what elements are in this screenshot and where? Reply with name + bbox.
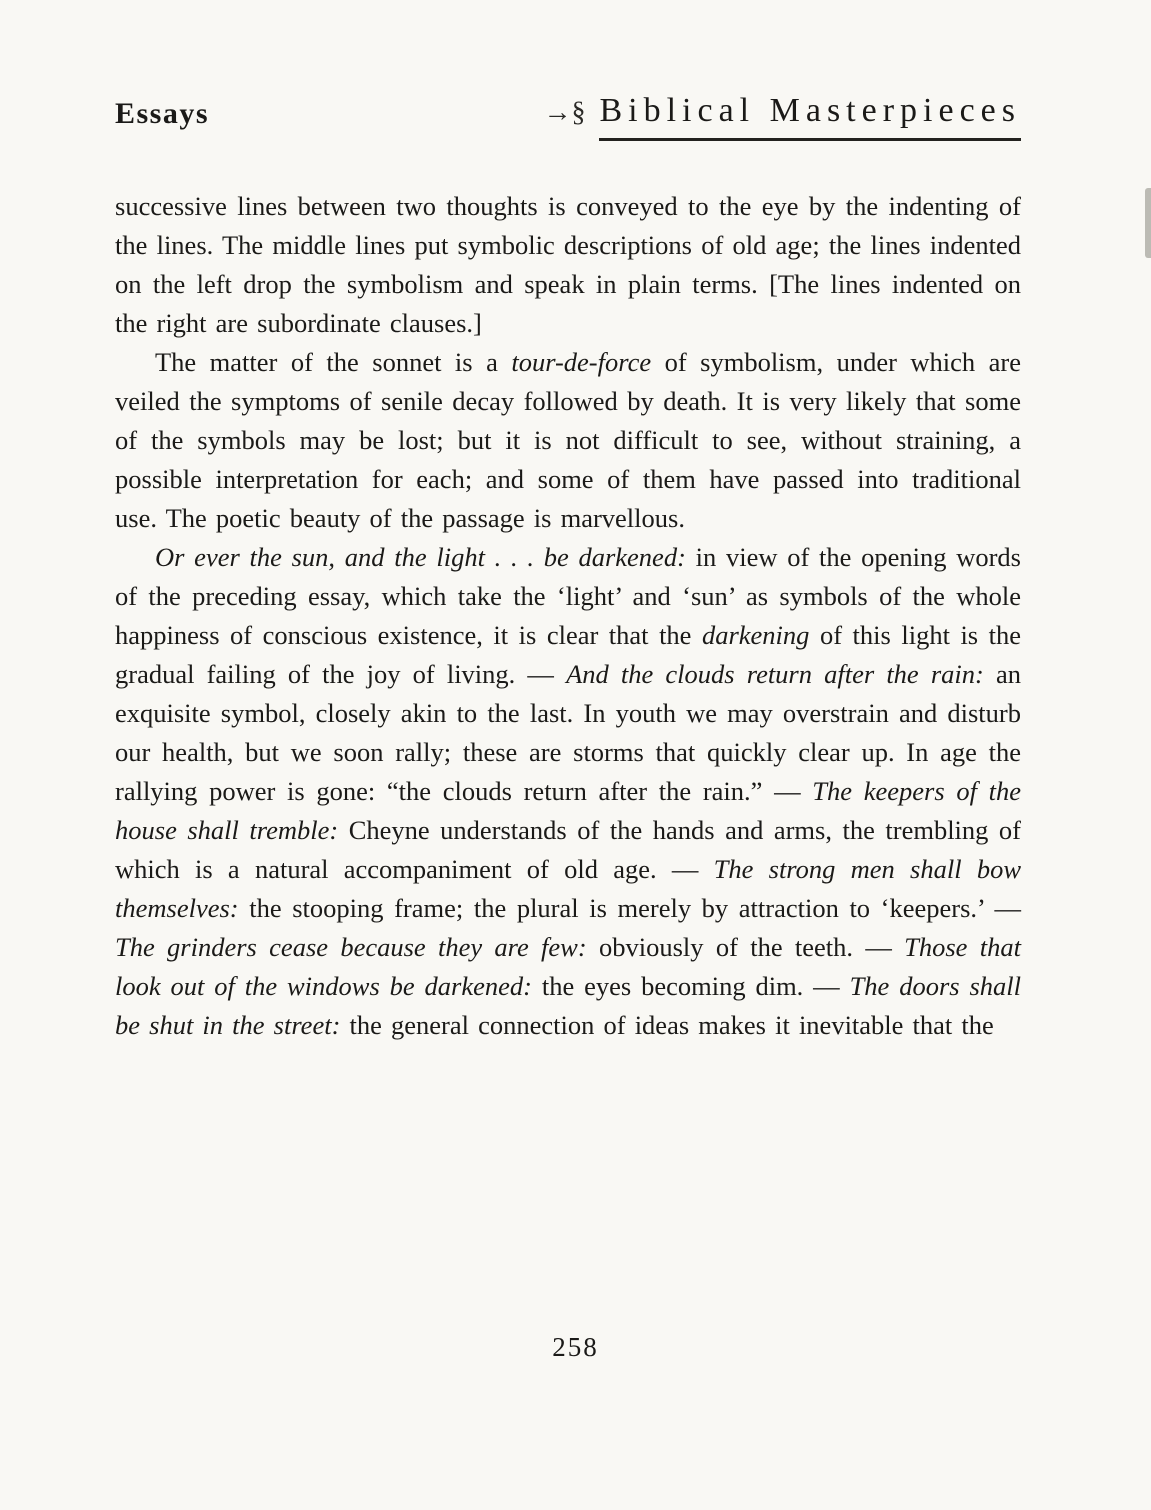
- plain-text: the general connection of ideas makes it inevitable that the: [340, 1010, 994, 1040]
- running-header-right: [543, 92, 1021, 141]
- paragraph: [115, 538, 1021, 1045]
- body-text: [115, 187, 1021, 1045]
- italic-text: The doors shall be shut in the street:: [115, 971, 1021, 1040]
- plain-text: in view of the opening words of the preceding essay, which take the ‘light’ and ‘sun’ as symbols of the whole happiness of conscious existence, it is clear that the: [115, 542, 1021, 650]
- italic-text: And the clouds return after the rain:: [566, 659, 984, 689]
- page-number: 258: [552, 1332, 599, 1362]
- paragraph: [115, 343, 1021, 538]
- italic-text: The grinders cease because they are few:: [115, 932, 587, 962]
- italic-text: The keepers of the house shall tremble:: [115, 776, 1021, 845]
- italic-text: Or ever the sun, and the light . . . be darkened:: [155, 542, 686, 572]
- italic-text: tour-de-force: [511, 347, 652, 377]
- plain-text: Cheyne understands of the hands and arms, the trembling of which is a natural accompaniment of old age. —: [115, 815, 1021, 884]
- running-header: [115, 92, 1021, 141]
- plain-text: the eyes becoming dim. —: [531, 971, 850, 1001]
- plain-text: of symbolism, under which are veiled the symptoms of senile decay followed by death. It is very likely that some of the symbols may be lost; but it is not difficult to see, without straining, a possible interpretation for each; and some of them have passed into traditional use. The poetic beauty of the passage is marvellous.: [115, 347, 1021, 533]
- italic-text: The strong men shall bow themselves:: [115, 854, 1021, 923]
- header-ornament-icon: →§: [543, 97, 586, 128]
- plain-text: of this light is the gradual failing of the joy of living. —: [115, 620, 1022, 689]
- plain-text: the stooping frame; the plural is merely by attraction to ‘keepers.’ —: [238, 893, 1021, 923]
- running-header-title: Biblical Masterpieces: [599, 92, 1021, 141]
- italic-text: Those that look out of the windows be darkened:: [115, 932, 1021, 1001]
- scan-artifact: [1145, 188, 1151, 258]
- paragraph: [115, 187, 1021, 343]
- italic-text: darkening: [701, 620, 810, 650]
- plain-text: an exquisite symbol, closely akin to the last. In youth we may overstrain and disturb our health, but we soon rally; these are storms that quickly clear up. In age the rallying power is gone: “the clouds return after the rain.” —: [115, 659, 1021, 806]
- running-header-left: Essays: [115, 97, 210, 130]
- text-block: [115, 92, 1021, 1045]
- plain-text: successive lines between two thoughts is conveyed to the eye by the indenting of the lines. The middle lines put symbolic descriptions of old age; the lines indented on the left drop the symbolism and speak in plain terms. [The lines indented on the right are subordinate clauses.]: [115, 191, 1021, 338]
- plain-text: obviously of the teeth. —: [586, 932, 905, 962]
- plain-text: The matter of the sonnet is a: [155, 347, 512, 377]
